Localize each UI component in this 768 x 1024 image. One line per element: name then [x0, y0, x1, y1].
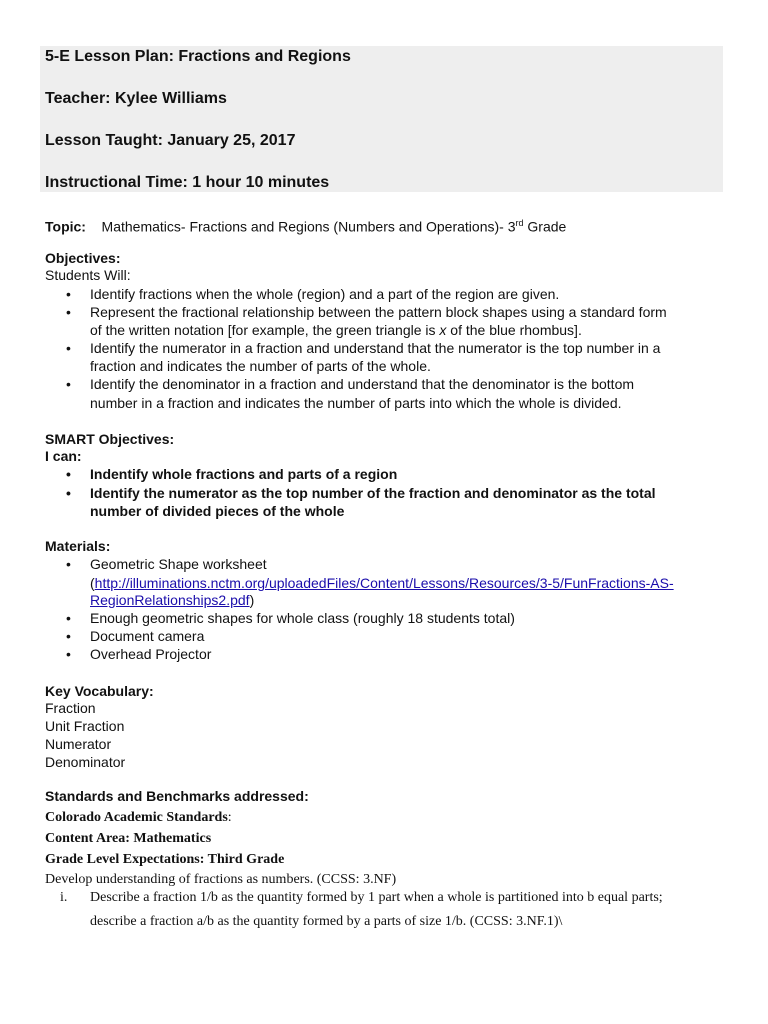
bullet-icon: •: [66, 556, 71, 572]
standard-text: Describe a fraction 1/b as the quantity formed by 1 part when a whole is partitioned into b equal parts;: [90, 890, 663, 905]
topic-sup: rd: [515, 218, 524, 228]
bullet-icon: •: [66, 286, 71, 302]
bullet-icon: •: [66, 304, 71, 320]
develop-line: Develop understanding of fractions as numbers. (CCSS: 3.NF): [45, 872, 397, 887]
list-item: • Document camera: [66, 628, 205, 644]
list-item-continuation: number in a fraction and indicates the number of parts into which the whole is divided.: [90, 395, 622, 411]
bullet-icon: •: [66, 610, 71, 626]
roman-numeral: i.: [60, 890, 68, 905]
standard-text-cont: describe a fraction a/b as the quantity formed by a parts of size 1/b. (CCSS: 3.NF.1)\: [90, 914, 563, 929]
list-item: • Geometric Shape worksheet: [66, 556, 267, 572]
materials-heading: Materials:: [45, 538, 111, 554]
smart-heading: SMART Objectives:: [45, 431, 175, 447]
topic-tail: Grade: [523, 218, 567, 235]
topic-text: Mathematics- Fractions and Regions (Numbers and Operations)- 3: [101, 218, 516, 235]
grade-line: Grade Level Expectations: Third Grade: [45, 852, 285, 867]
list-item: • Identify the numerator in a fraction and understand that the numerator is the top number in a: [66, 340, 661, 356]
bullet-icon: •: [66, 646, 71, 662]
teacher-line: Teacher: Kylee Williams: [45, 90, 227, 107]
bullet-icon: •: [66, 466, 71, 482]
taught-line: Lesson Taught: January 25, 2017: [45, 132, 296, 149]
time-line: Instructional Time: 1 hour 10 minutes: [45, 174, 330, 191]
smart-ican: I can:: [45, 448, 82, 464]
list-item: • Represent the fractional relationship between the pattern block shapes using a standard form: [66, 304, 667, 320]
vocab-word: Unit Fraction: [45, 718, 125, 734]
vocab-word: Denominator: [45, 754, 126, 770]
list-item-continuation: fraction and indicates the number of parts of the whole.: [90, 358, 431, 374]
vocab-word: Numerator: [45, 736, 112, 752]
worksheet-link-line: (http://illuminations.nctm.org/uploadedFiles/Content/Lessons/Resources/3-5/FunFractions-AS-: [90, 575, 674, 591]
objectives-heading: Objectives:: [45, 250, 121, 266]
list-item: • Indentify whole fractions and parts of a region: [66, 466, 398, 482]
list-item: • Identify fractions when the whole (region) and a part of the region are given.: [66, 286, 560, 302]
worksheet-link-cont[interactable]: RegionRelationships2.pdf: [90, 592, 250, 608]
title-block: [40, 46, 723, 192]
cas-line: Colorado Academic Standards:: [45, 810, 232, 825]
topic-label: Topic:: [45, 218, 86, 235]
list-item: • Identify the numerator as the top number of the fraction and denominator as the total: [66, 485, 656, 501]
list-item-continuation: number of divided pieces of the whole: [90, 503, 345, 519]
vocab-word: Fraction: [45, 700, 96, 716]
bullet-icon: •: [66, 340, 71, 356]
topic-line: [45, 214, 566, 236]
vocab-heading: Key Vocabulary:: [45, 683, 154, 699]
lesson-title: 5-E Lesson Plan: Fractions and Regions: [45, 48, 351, 65]
bullet-icon: •: [66, 376, 71, 392]
list-item: • Enough geometric shapes for whole class (roughly 18 students total): [66, 610, 515, 626]
bullet-icon: •: [66, 628, 71, 644]
bullet-icon: •: [66, 485, 71, 501]
list-item-continuation: of the written notation [for example, the green triangle is x of the blue rhombus].: [90, 322, 582, 338]
objectives-intro: Students Will:: [45, 267, 131, 283]
worksheet-link-line: RegionRelationships2.pdf): [90, 592, 255, 608]
worksheet-link[interactable]: http://illuminations.nctm.org/uploadedFiles/Content/Lessons/Resources/3-5/FunFractions-AS-: [94, 575, 674, 591]
list-item: • Identify the denominator in a fraction and understand that the denominator is the bottom: [66, 376, 635, 392]
list-item: • Overhead Projector: [66, 646, 212, 662]
standards-heading: Standards and Benchmarks addressed:: [45, 788, 309, 804]
content-area-line: Content Area: Mathematics: [45, 831, 212, 846]
